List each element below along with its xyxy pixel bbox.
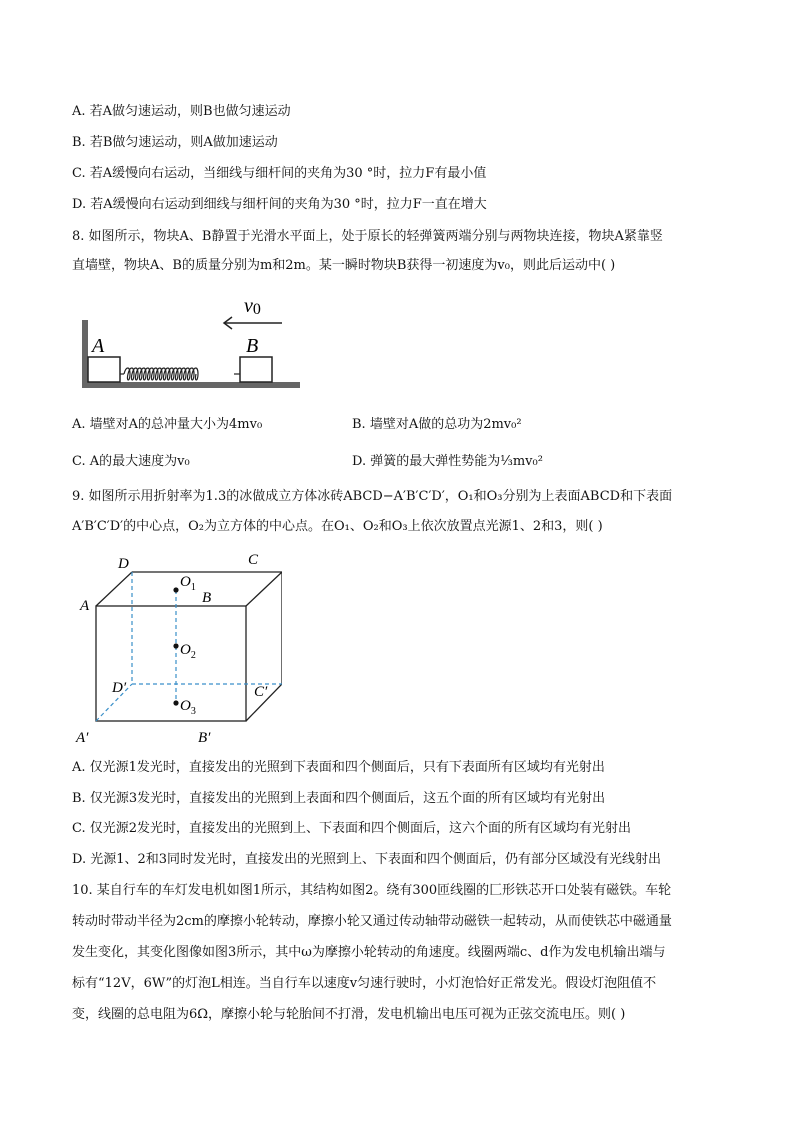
label-c-prime: C′ <box>254 684 268 700</box>
point-o1 <box>173 587 178 592</box>
block-a <box>88 357 120 382</box>
point-o2 <box>173 643 178 648</box>
q8-option-b: B. 墙壁对A做的总功为2mv₀² <box>352 417 522 432</box>
q9-option-c: C. 仅光源2发光时，直接发出的光照到上、下表面和四个侧面后，这六个面的所有区域均有光射出 <box>72 821 632 836</box>
label-v0: v0 <box>244 295 261 318</box>
q8-option-c: C. A的最大速度为v₀ <box>72 454 190 469</box>
q9-cube-figure <box>72 548 282 748</box>
q8-spring-block-figure <box>76 290 306 400</box>
q7-option-d: D. 若A缓慢向右运动到细线与细杆间的夹角为30 °时，拉力F一直在增大 <box>72 197 487 212</box>
label-a: A <box>80 598 90 614</box>
q9-option-d: D. 光源1、2和3同时发光时，直接发出的光照到上、下表面和四个侧面后，仍有部分区域没有光线射出 <box>72 852 662 867</box>
wall <box>82 320 88 388</box>
q8-stem-line-2: 直墙壁，物块A、B的质量分别为m和2m。某一瞬时物块B获得一初速度为v₀，则此后运动中( ) <box>72 258 616 273</box>
q9-option-b: B. 仅光源3发光时，直接发出的光照到上表面和四个侧面后，这五个面的所有区域均有光射出 <box>72 791 606 806</box>
q8-option-d: D. 弹簧的最大弹性势能为⅓mv₀² <box>352 454 543 469</box>
q7-option-a: A. 若A做匀速运动，则B也做匀速运动 <box>72 104 291 119</box>
q8-stem-line-1: 8. 如图所示，物块A、B静置于光滑水平面上，处于原长的轻弹簧两端分别与两物块连接，物块A紧靠竖 <box>72 229 663 244</box>
velocity-arrow <box>224 317 282 329</box>
q10-line-3: 发生变化，其变化图像如图3所示，其中ω为摩擦小轮转动的角速度。线圈两端c、d作为发电机输出端与 <box>72 945 666 960</box>
cube-front-face <box>96 606 246 721</box>
q7-option-c: C. 若A缓慢向右运动，当细线与细杆间的夹角为30 °时，拉力F有最小值 <box>72 166 487 181</box>
label-o3: $O_3$ <box>180 698 196 717</box>
floor <box>82 382 300 388</box>
q9-stem-line-1: 9. 如图所示用折射率为1.3的冰做成立方体冰砖ABCD−A′B′C′D′，O₁和O₃分别为上表面ABCD和下表面 <box>72 489 673 504</box>
q10-line-5: 变，线圈的总电阻为6Ω，摩擦小轮与轮胎间不打滑，发电机输出电压可视为正弦交流电压。则( ) <box>72 1007 626 1022</box>
q7-option-b: B. 若B做匀速运动，则A做加速运动 <box>72 135 278 150</box>
q9-stem-line-2: A′B′C′D′的中心点，O₂为立方体的中心点。在O₁、O₂和O₃上依次放置点光源1、2和3，则( ) <box>72 519 603 534</box>
label-a: A <box>92 335 105 357</box>
label-b: B <box>246 335 259 357</box>
label-d: D <box>118 556 129 572</box>
q10-line-2: 转动时带动半径为2cm的摩擦小轮转动，摩擦小轮又通过传动轴带动磁铁一起转动，从而使铁芯中磁通量 <box>72 914 672 929</box>
label-o1: $O_1$ <box>180 574 196 593</box>
label-b-prime: B′ <box>198 730 211 746</box>
label-a-prime: A′ <box>76 730 89 746</box>
label-d-prime: D′ <box>112 680 127 696</box>
label-o2: $O_2$ <box>180 642 196 661</box>
q10-line-4: 标有“12V，6W”的灯泡L相连。当自行车以速度v匀速行驶时，小灯泡恰好正常发光。假设灯泡阻值不 <box>72 976 657 991</box>
q9-option-a: A. 仅光源1发光时，直接发出的光照到下表面和四个侧面后，只有下表面所有区域均有光射出 <box>72 760 605 775</box>
point-o3 <box>173 700 178 705</box>
q8-option-a: A. 墙壁对A的总冲量大小为4mv₀ <box>72 417 263 432</box>
label-b: B <box>202 590 212 606</box>
block-b <box>240 357 272 382</box>
label-c: C <box>248 552 259 568</box>
q10-line-1: 10. 某自行车的车灯发电机如图1所示，其结构如图2。绕有300匝线圈的匚形铁芯开口处装有磁铁。车轮 <box>72 883 672 898</box>
spring <box>120 368 240 380</box>
